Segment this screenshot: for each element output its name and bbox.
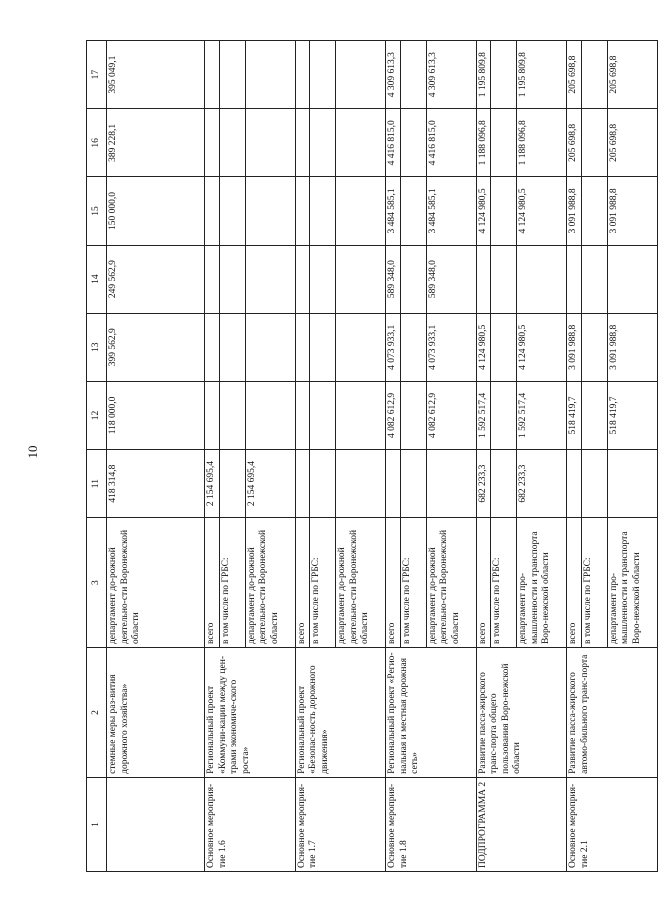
value-cell <box>219 109 245 177</box>
grbs-cell: всего <box>295 518 310 648</box>
column-header: 2 <box>87 648 107 778</box>
value-cell: 205 698,8 <box>607 109 657 177</box>
value-cell <box>400 177 426 245</box>
project-name-cell: Региональный проект «Безопас-ность дорожного движения» <box>295 648 386 778</box>
value-cell: 1 195 809,8 <box>517 41 567 109</box>
project-name-cell: Региональный проект «Коммуни-кации между цен-трами экономиче-ского роста» <box>205 648 296 778</box>
value-cell <box>336 109 386 177</box>
value-cell <box>400 381 426 449</box>
value-cell <box>205 177 220 245</box>
value-cell <box>581 109 607 177</box>
value-cell <box>310 177 336 245</box>
value-cell: 395 049,1 <box>107 41 205 109</box>
value-cell <box>295 41 310 109</box>
project-name-cell: стемные меры раз-вития дорожного хозяйства» <box>107 648 205 778</box>
grbs-cell: департамент про-мышленности и транспорта Воро-нежской области <box>607 518 657 648</box>
value-cell: 150 000,0 <box>107 177 205 245</box>
table-row <box>386 41 401 872</box>
column-header: 16 <box>87 109 107 177</box>
value-cell <box>567 450 582 518</box>
value-cell <box>400 41 426 109</box>
value-cell <box>295 177 310 245</box>
grbs-cell: всего <box>476 518 491 648</box>
value-cell: 1 195 809,8 <box>476 41 491 109</box>
value-cell <box>336 381 386 449</box>
value-cell <box>205 109 220 177</box>
value-cell <box>491 245 517 313</box>
column-header: 12 <box>87 381 107 449</box>
value-cell <box>205 313 220 381</box>
value-cell: 3 091 988,8 <box>567 177 582 245</box>
measure-cell: ПОДПРОГРАММА 2 <box>476 777 567 871</box>
value-cell: 682 233,3 <box>476 450 491 518</box>
value-cell <box>581 41 607 109</box>
value-cell <box>336 177 386 245</box>
value-cell <box>310 109 336 177</box>
grbs-cell: всего <box>567 518 582 648</box>
page-number: 10 <box>25 445 40 459</box>
value-cell <box>219 245 245 313</box>
measure-cell: Основное мероприя-тие 2.1 <box>567 777 658 871</box>
grbs-cell: в том числе по ГРБС: <box>400 518 426 648</box>
value-cell: 205 698,8 <box>607 41 657 109</box>
value-cell <box>491 381 517 449</box>
table-row <box>205 41 220 872</box>
value-cell <box>295 450 310 518</box>
measure-cell <box>107 777 205 871</box>
column-header: 15 <box>87 177 107 245</box>
value-cell <box>400 245 426 313</box>
value-cell <box>219 177 245 245</box>
grbs-cell: в том числе по ГРБС: <box>581 518 607 648</box>
value-cell <box>426 450 476 518</box>
value-cell <box>295 381 310 449</box>
value-cell: 1 592 517,4 <box>476 381 491 449</box>
value-cell: 399 562,9 <box>107 313 205 381</box>
value-cell <box>245 177 295 245</box>
value-cell: 4 082 612,9 <box>386 381 401 449</box>
value-cell <box>400 313 426 381</box>
grbs-cell: департамент до-рожной деятельно-сти Воронежской области <box>426 518 476 648</box>
value-cell <box>310 381 336 449</box>
grbs-cell: всего <box>205 518 220 648</box>
value-cell <box>400 450 426 518</box>
value-cell: 4 073 933,1 <box>426 313 476 381</box>
value-cell: 4 124 980,5 <box>517 313 567 381</box>
grbs-cell: департамент до-рожной деятельно-сти Воронежской области <box>336 518 386 648</box>
column-header: 17 <box>87 41 107 109</box>
column-header: 13 <box>87 313 107 381</box>
value-cell: 3 091 988,8 <box>567 313 582 381</box>
header-row <box>87 41 107 872</box>
value-cell: 118 000,0 <box>107 381 205 449</box>
value-cell: 2 154 695,4 <box>205 450 220 518</box>
value-cell: 1 188 096,8 <box>517 109 567 177</box>
grbs-cell: в том числе по ГРБС: <box>491 518 517 648</box>
value-cell <box>245 381 295 449</box>
value-cell: 4 124 980,5 <box>517 177 567 245</box>
value-cell: 589 348,0 <box>386 245 401 313</box>
value-cell <box>295 109 310 177</box>
table-row <box>567 41 582 872</box>
value-cell <box>310 313 336 381</box>
value-cell <box>336 41 386 109</box>
value-cell <box>336 450 386 518</box>
grbs-cell: департамент до-рожной деятельно-сти Воронежской области <box>107 518 205 648</box>
value-cell: 3 484 585,1 <box>386 177 401 245</box>
value-cell: 4 416 815,0 <box>426 109 476 177</box>
grbs-cell: департамент до-рожной деятельно-сти Воронежской области <box>245 518 295 648</box>
value-cell <box>476 245 491 313</box>
value-cell: 4 124 980,5 <box>476 177 491 245</box>
value-cell: 682 233,3 <box>517 450 567 518</box>
table-row <box>295 41 310 872</box>
value-cell <box>336 245 386 313</box>
value-cell <box>581 450 607 518</box>
budget-table <box>86 40 658 872</box>
value-cell: 205 698,8 <box>567 109 582 177</box>
measure-cell: Основное мероприя-тие 1.7 <box>295 777 386 871</box>
grbs-cell: в том числе по ГРБС: <box>310 518 336 648</box>
grbs-cell: в том числе по ГРБС: <box>219 518 245 648</box>
value-cell <box>219 41 245 109</box>
value-cell: 2 154 695,4 <box>245 450 295 518</box>
value-cell <box>491 450 517 518</box>
grbs-cell: всего <box>386 518 401 648</box>
column-header: 11 <box>87 450 107 518</box>
value-cell <box>581 177 607 245</box>
value-cell <box>581 245 607 313</box>
value-cell <box>491 313 517 381</box>
measure-cell: Основное мероприя-тие 1.8 <box>386 777 477 871</box>
value-cell <box>205 381 220 449</box>
value-cell <box>219 313 245 381</box>
value-cell: 4 082 612,9 <box>426 381 476 449</box>
project-name-cell: Развитие пасса-жирского транс-порта общего пользования Воро-нежской области <box>476 648 567 778</box>
value-cell <box>219 450 245 518</box>
value-cell <box>295 245 310 313</box>
value-cell <box>607 245 657 313</box>
value-cell: 205 698,8 <box>567 41 582 109</box>
value-cell: 4 309 613,3 <box>386 41 401 109</box>
column-header: 1 <box>87 777 107 871</box>
table-row <box>107 41 205 872</box>
value-cell <box>295 313 310 381</box>
value-cell <box>581 313 607 381</box>
value-cell: 4 073 933,1 <box>386 313 401 381</box>
value-cell <box>310 245 336 313</box>
value-cell: 1 188 096,8 <box>476 109 491 177</box>
column-header: 14 <box>87 245 107 313</box>
value-cell: 4 309 613,3 <box>426 41 476 109</box>
value-cell <box>336 313 386 381</box>
value-cell <box>205 41 220 109</box>
value-cell <box>567 245 582 313</box>
value-cell <box>245 41 295 109</box>
project-name-cell: Региональный проект «Регио-нальная и местная дорожная сеть» <box>386 648 477 778</box>
grbs-cell: департамент про-мышленности и транспорта Воро-нежской области <box>517 518 567 648</box>
measure-cell: Основное мероприя-тие 1.6 <box>205 777 296 871</box>
value-cell: 389 228,1 <box>107 109 205 177</box>
value-cell: 4 416 815,0 <box>386 109 401 177</box>
value-cell: 3 484 585,1 <box>426 177 476 245</box>
value-cell <box>517 245 567 313</box>
value-cell <box>245 245 295 313</box>
value-cell: 4 124 980,5 <box>476 313 491 381</box>
value-cell <box>386 450 401 518</box>
value-cell <box>219 381 245 449</box>
value-cell: 3 091 988,8 <box>607 177 657 245</box>
value-cell: 518 419,7 <box>607 381 657 449</box>
table-row <box>476 41 491 872</box>
value-cell: 249 562,9 <box>107 245 205 313</box>
value-cell: 418 314,8 <box>107 450 205 518</box>
value-cell: 518 419,7 <box>567 381 582 449</box>
value-cell: 3 091 988,8 <box>607 313 657 381</box>
value-cell <box>245 313 295 381</box>
value-cell <box>400 109 426 177</box>
value-cell <box>205 245 220 313</box>
value-cell: 1 592 517,4 <box>517 381 567 449</box>
value-cell <box>310 450 336 518</box>
value-cell <box>491 109 517 177</box>
value-cell <box>245 109 295 177</box>
value-cell <box>491 41 517 109</box>
column-header: 3 <box>87 518 107 648</box>
value-cell <box>581 381 607 449</box>
value-cell <box>310 41 336 109</box>
project-name-cell: Развитие пасса-жирского автомо-бильного транс-порта <box>567 648 658 778</box>
value-cell: 589 348,0 <box>426 245 476 313</box>
value-cell <box>491 177 517 245</box>
budget-table-rotated <box>86 40 642 872</box>
value-cell <box>607 450 657 518</box>
